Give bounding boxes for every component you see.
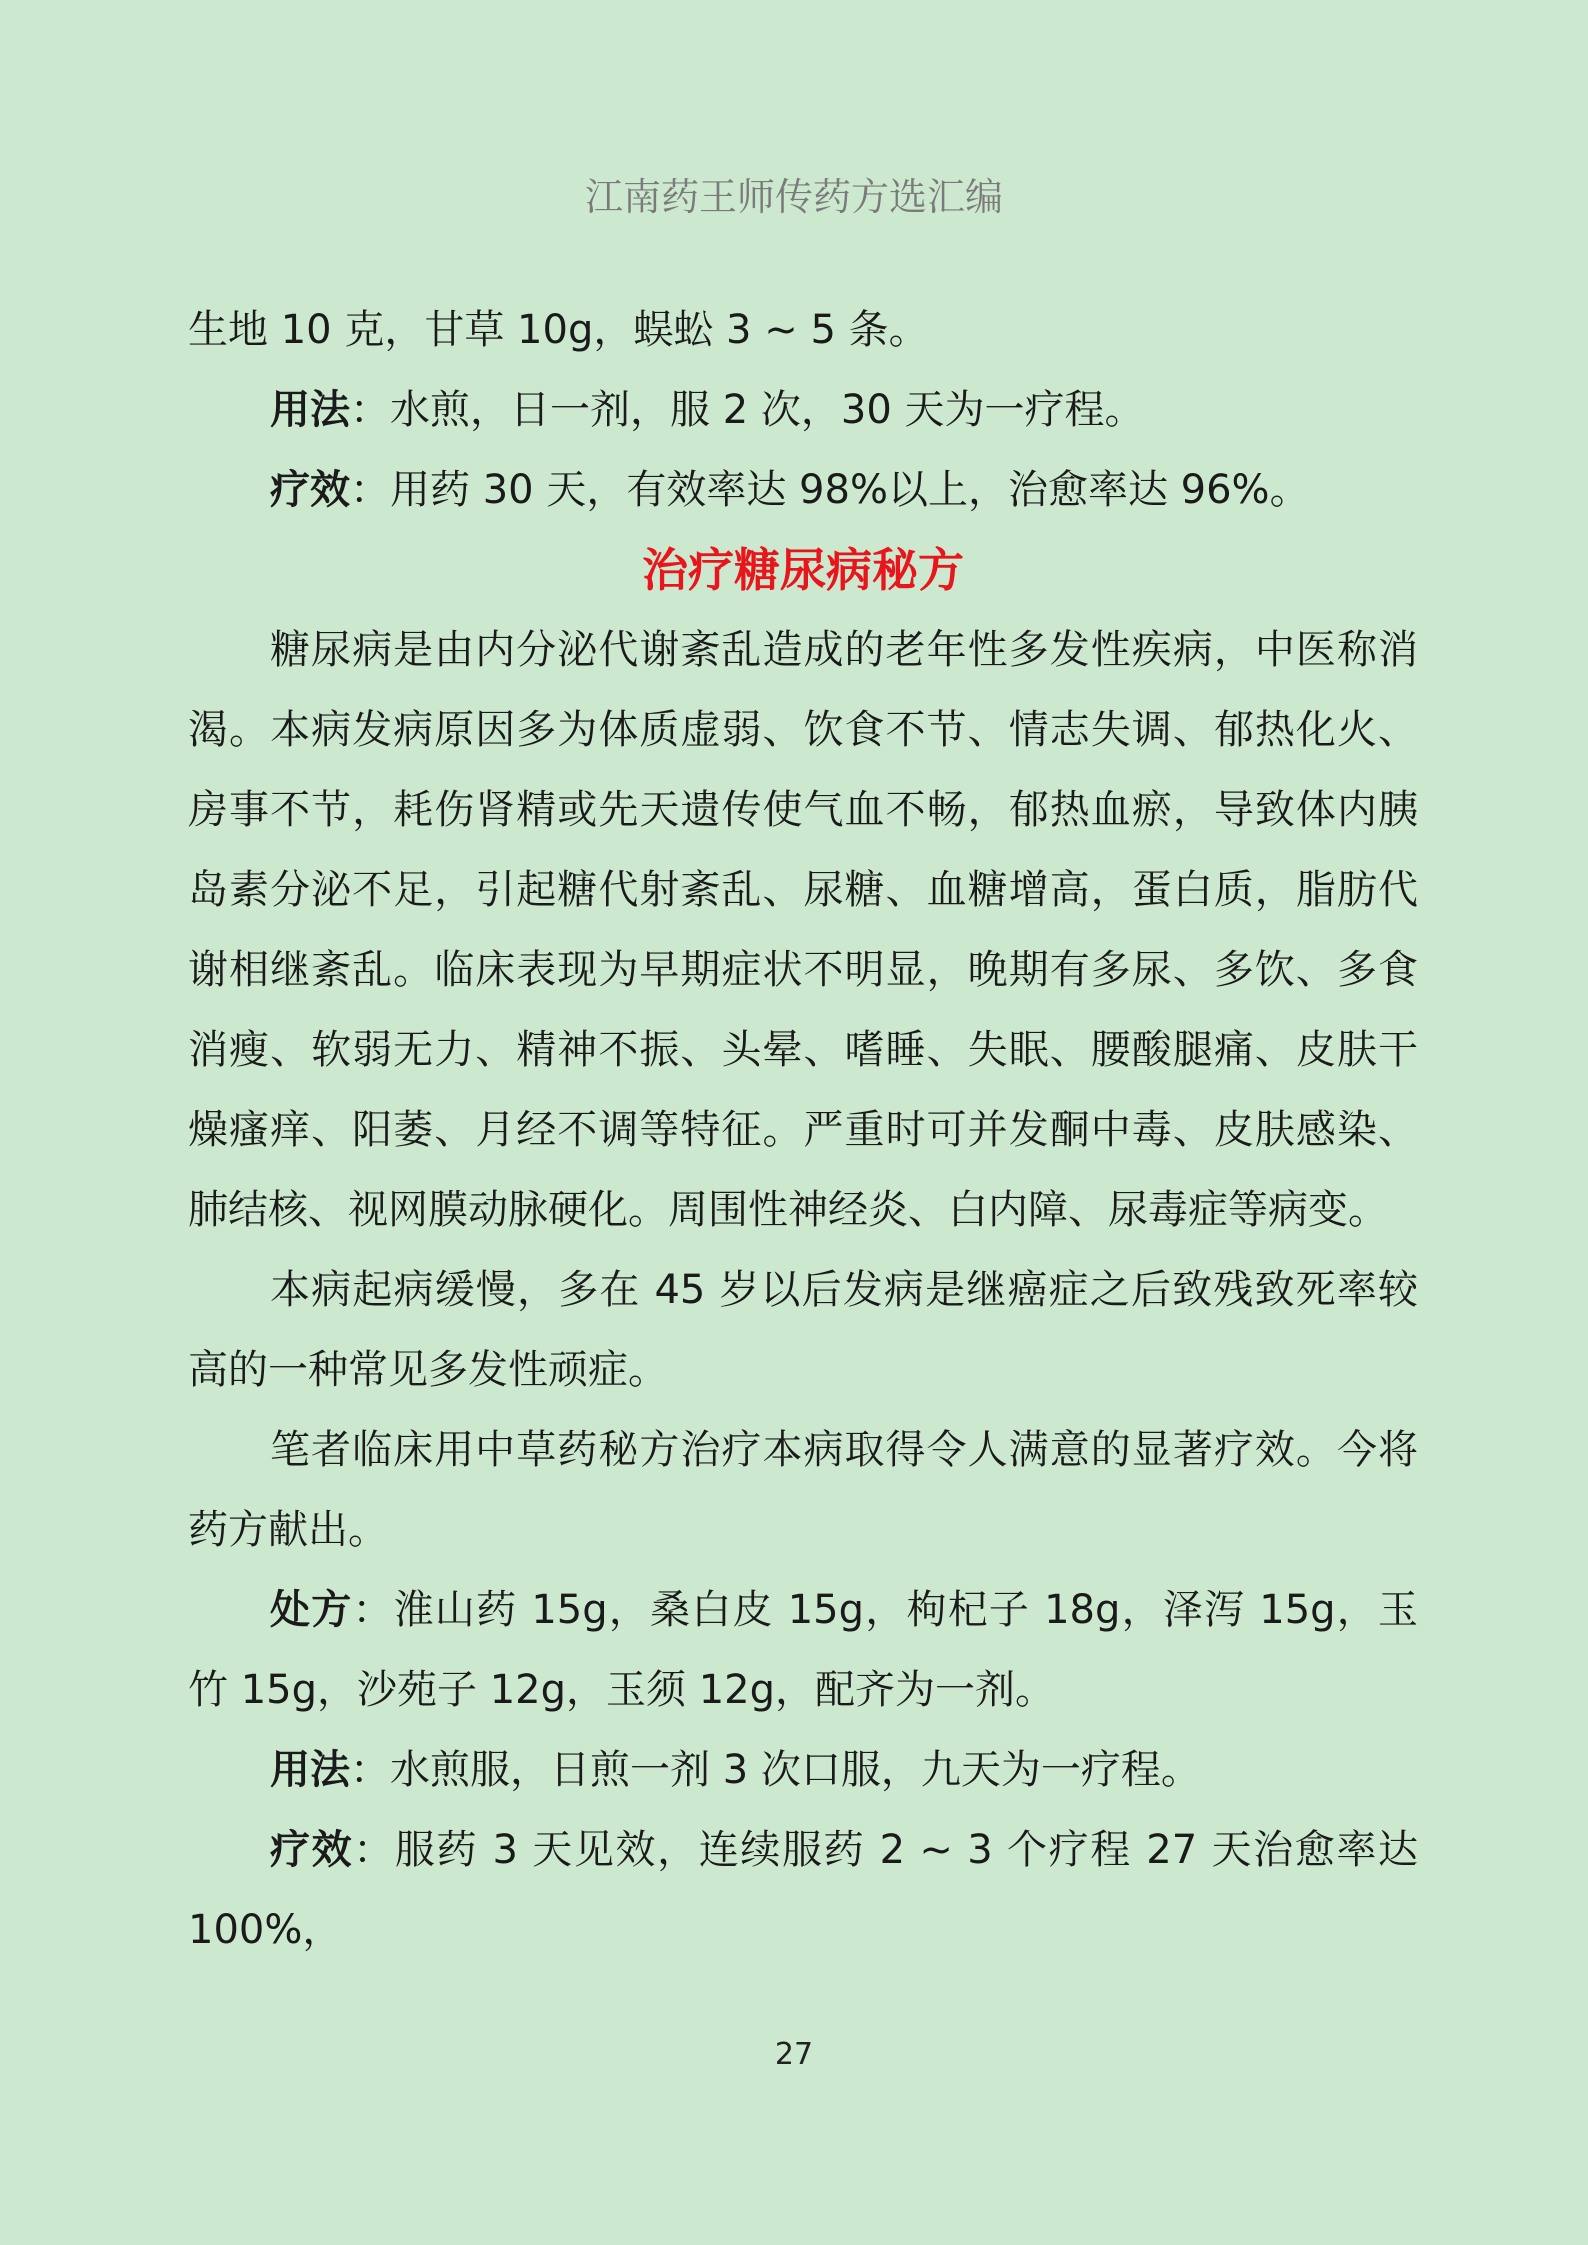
- running-header: 江南药王师传药方选汇编: [584, 175, 1003, 219]
- usage-text-2: ：水煎服，日煎一剂 3 次口服，九天为一疗程。: [350, 1747, 1201, 1793]
- effect-text-1: ：用药 30 天，有效率达 98%以上，治愈率达 96%。: [350, 467, 1310, 513]
- ingredients-continued: 生地 10 克，甘草 10g，蜈蚣 3 ~ 5 条。: [188, 307, 929, 353]
- effect-label-1: 疗效: [270, 467, 350, 513]
- prescription-label: 处方: [270, 1587, 353, 1633]
- section-title: 治疗糖尿病秘方: [642, 543, 964, 597]
- usage-label-1: 用法: [270, 387, 350, 433]
- intro-paragraph: 糖尿病是由内分泌代谢紊乱造成的老年性多发性疾病，中医称消渴。本病发病原因多为体质虚弱、饮食不节、情志失调、郁热化火、房事不节，耗伤肾精或先天遗传使气血不畅，郁热血瘀，导致体内胰岛素分泌不足，引起糖代射紊乱、尿糖、血糖增高，蛋白质，脂肪代谢相继紊乱。临床表现为早期症状不明显，晚期有多尿、多饮、多食消瘦、软弱无力、精神不振、头晕、嗜睡、失眠、腰酸腿痛、皮肤干燥瘙痒、阳萎、月经不调等特征。严重时可并发酮中毒、皮肤感染、肺结核、视网膜动脉硬化。周围性神经炎、白内障、尿毒症等病变。: [188, 627, 1418, 1233]
- effect-paragraph-1: [188, 450, 1418, 530]
- usage-text-1: ：水煎，日一剂，服 2 次，30 天为一疗程。: [350, 387, 1145, 433]
- effect-label-2: 疗效: [270, 1827, 354, 1873]
- prescription-text: ：淮山药 15g，桑白皮 15g，枸杞子 18g，泽泻 15g，玉竹 15g，沙苑子 12g，玉须 12g，配齐为一剂。: [188, 1587, 1419, 1713]
- body-text: [188, 290, 1418, 1970]
- effect-paragraph-2: [188, 1810, 1418, 1970]
- usage-paragraph-1: [188, 370, 1418, 450]
- author-paragraph: 笔者临床用中草药秘方治疗本病取得令人满意的显著疗效。今将药方献出。: [188, 1427, 1418, 1553]
- usage-label-2: 用法: [270, 1747, 350, 1793]
- prescription-paragraph: [188, 1570, 1418, 1730]
- effect-text-2: ：服药 3 天见效，连续服药 2 ~ 3 个疗程 27 天治愈率达 100%，: [188, 1827, 1419, 1953]
- page-number: 27: [774, 2037, 814, 2072]
- usage-paragraph-2: [188, 1730, 1418, 1810]
- onset-paragraph: 本病起病缓慢，多在 45 岁以后发病是继癌症之后致残致死率较高的一种常见多发性顽症。: [188, 1267, 1418, 1393]
